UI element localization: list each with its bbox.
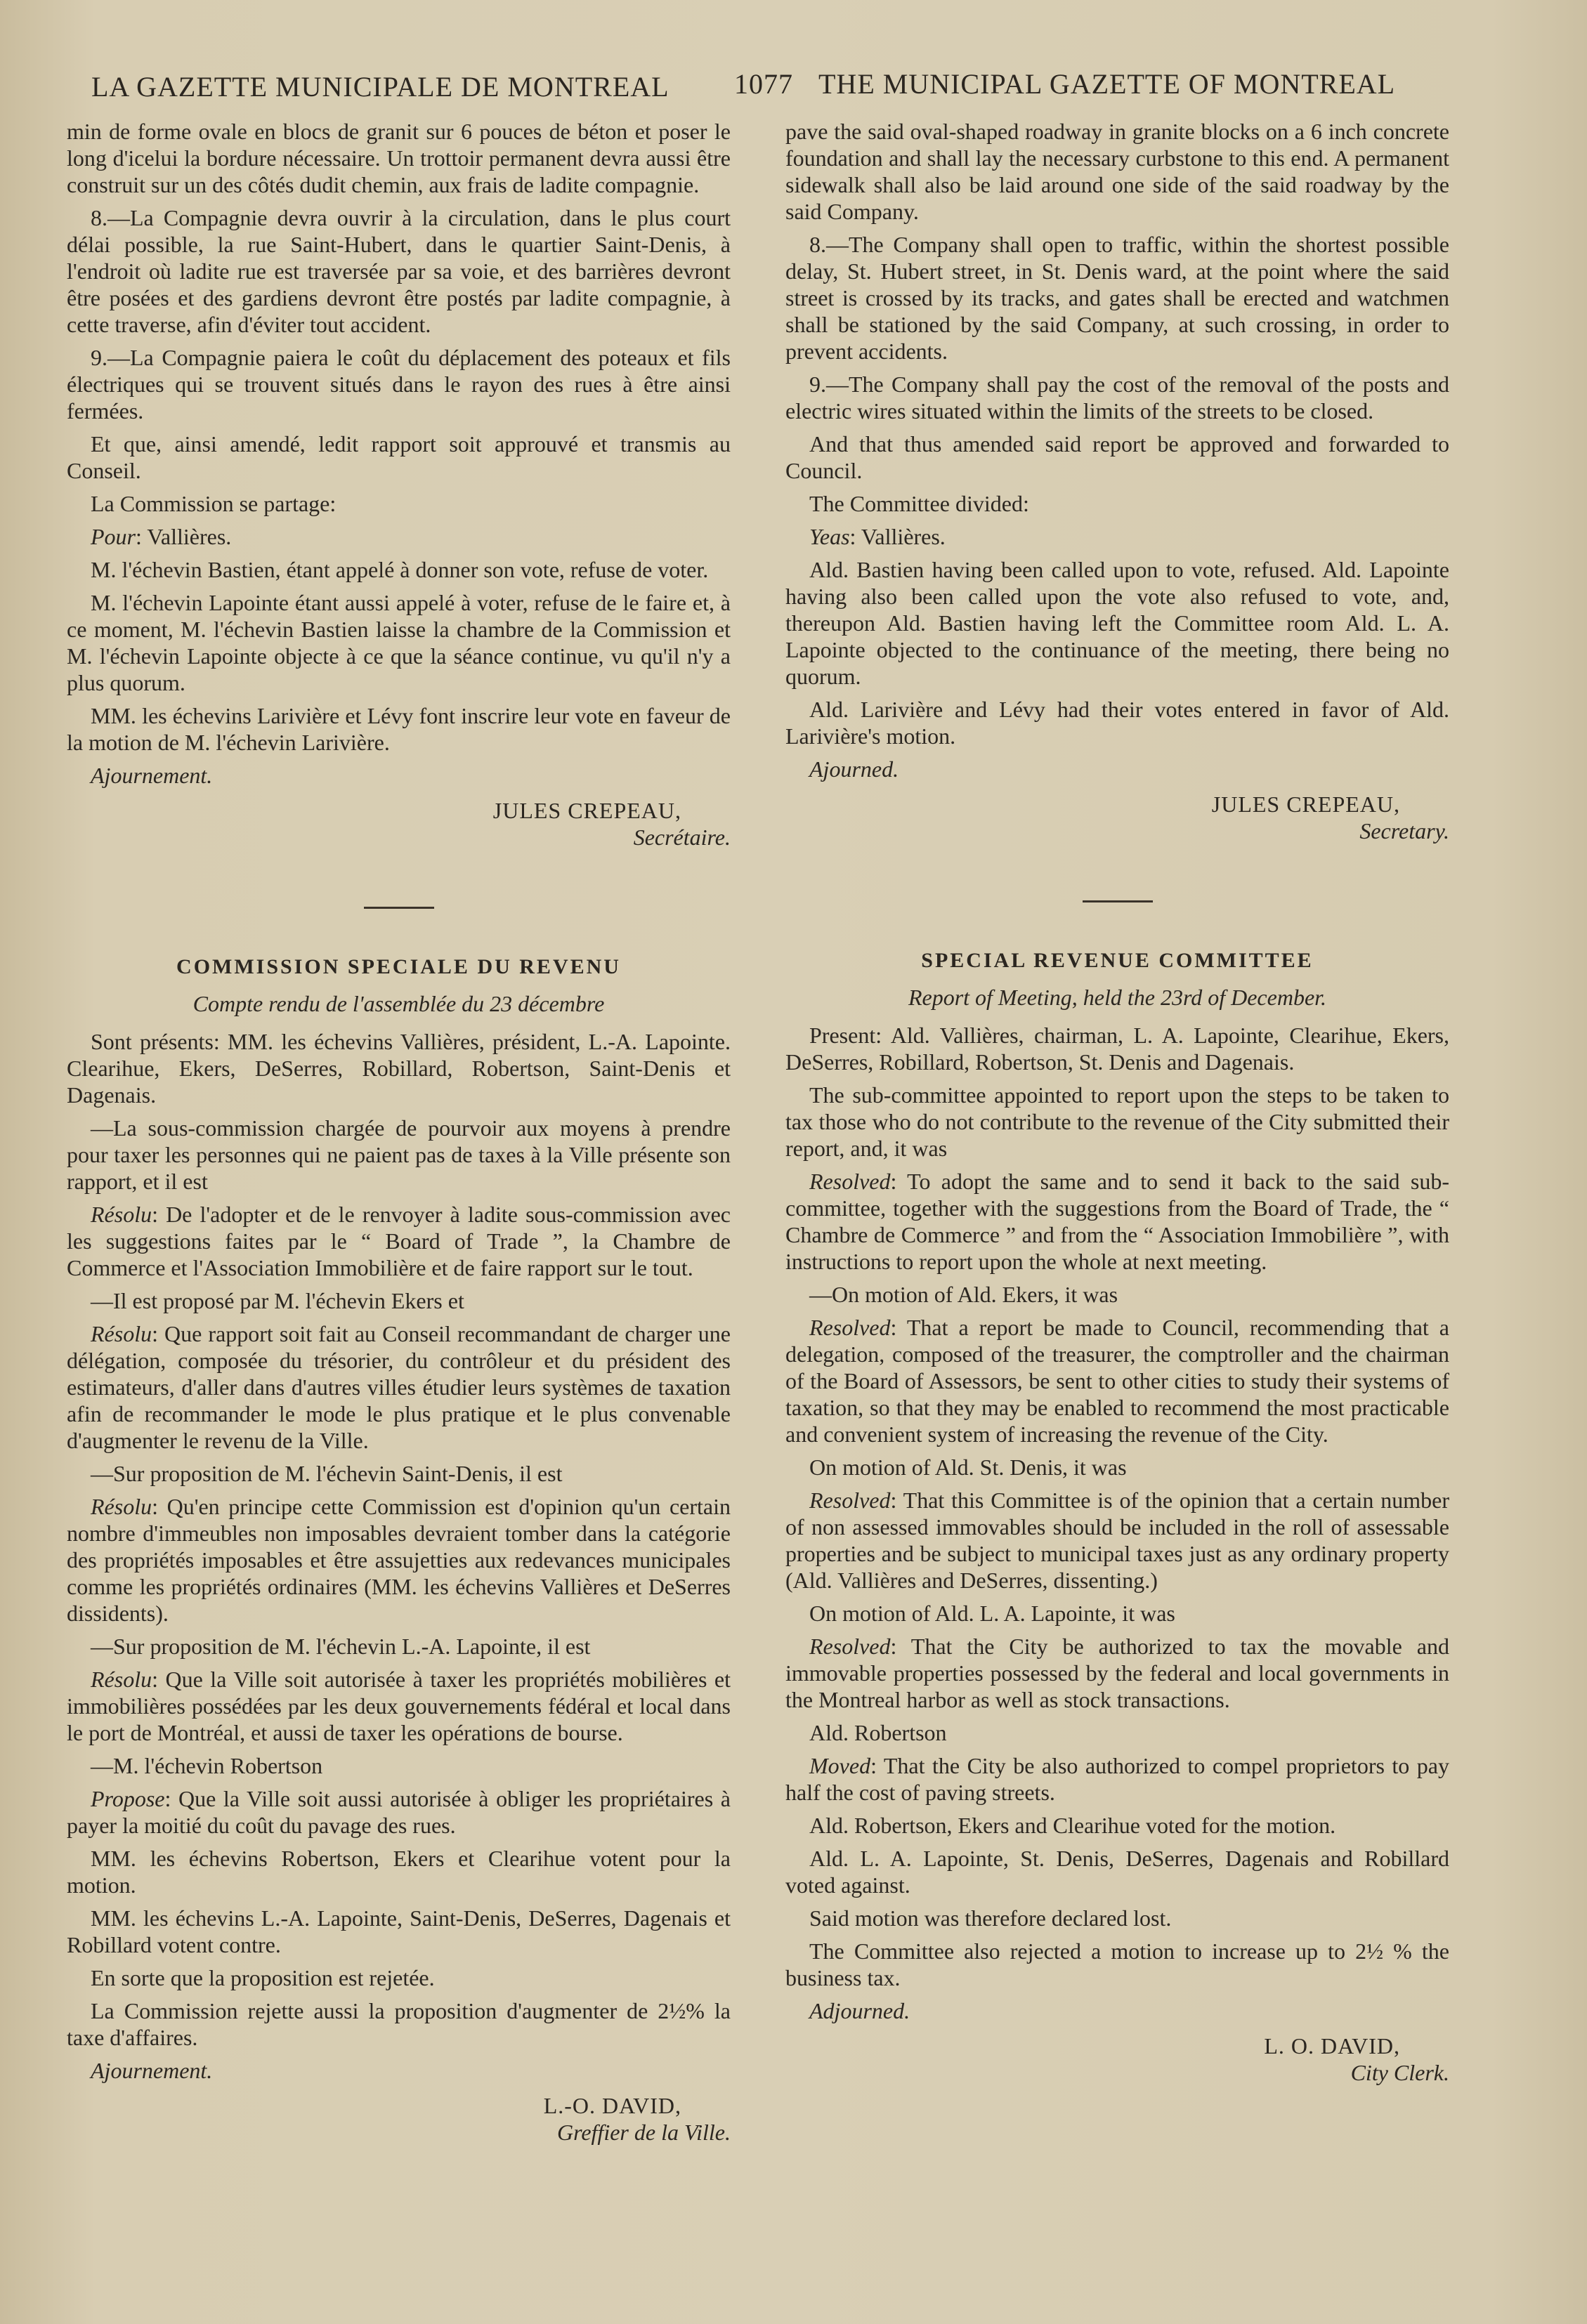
french-column	[67, 118, 731, 2146]
paragraph: M. l'échevin Bastien, étant appelé à donner son vote, refuse de voter.	[91, 557, 709, 582]
resolution	[67, 1493, 731, 1627]
paragraph: Ald. Larivière and Lévy had their votes entered in favor of Ald. Larivière's motion.	[785, 697, 1449, 749]
section-title: COMMISSION SPECIALE DU REVENU	[176, 955, 621, 978]
paragraph: —La sous-commission chargée de pourvoir aux moyens à prendre pour taxer les personnes qui ne paient pas de taxes à la Ville présente son rapport, et il est	[67, 1115, 731, 1194]
paragraph: Ald. Robertson, Ekers and Clearihue voted for the motion.	[809, 1813, 1336, 1838]
resolution-text: : Qu'en principe cette Commission est d'opinion qu'un certain nombre d'immeubles non imposables devraient tomber dans la catégorie des propriétés imposables et être assujetties aux redevances municipales comme les propriétés ordinaires (MM. les échevins Vallières et DeSerres dissidents).	[67, 1494, 731, 1626]
motion	[67, 1785, 731, 1839]
signature-name: JULES CREPEAU,	[1211, 792, 1400, 817]
section-subtitle: Report of Meeting, held the 23rd of December.	[908, 985, 1327, 1010]
paragraph: —Il est proposé par M. l'échevin Ekers et	[91, 1288, 464, 1313]
signature-title: Secrétaire.	[633, 825, 731, 850]
adjournment	[785, 756, 1449, 782]
resolu-label: Résolu	[91, 1494, 152, 1519]
resolved-label: Resolved	[809, 1634, 891, 1659]
vote-yeas	[785, 523, 1449, 550]
signature-title: Secretary.	[1359, 818, 1449, 843]
paragraph: M. l'échevin Lapointe étant aussi appelé à voter, refuse de le faire et, à ce moment, M. l'échevin Bastien laisse la chambre de la Commission et M. l'échevin Lapointe objecte à ce que la séance continue, vu qu'il n'y a plus quorum.	[67, 590, 731, 695]
paragraph: —Sur proposition de M. l'échevin Saint-Denis, il est	[91, 1461, 563, 1486]
signature-name: L.-O. DAVID,	[543, 2093, 681, 2118]
adjournment-text: Ajournement.	[91, 763, 213, 788]
resolution	[67, 1201, 731, 1281]
resolution	[785, 1487, 1449, 1594]
resolu-label: Résolu	[91, 1667, 152, 1692]
resolu-label: Résolu	[91, 1321, 152, 1346]
propose-label: Propose	[91, 1786, 165, 1811]
paragraph: MM. les échevins Robertson, Ekers et Clearihue votent pour la motion.	[67, 1846, 731, 1898]
resolution-text: : To adopt the same and to send it back to the said sub-committee, together with the suggestions from the Board of Trade, the “ Chambre de Commerce ” and from the “ Association Immobilière ”, with instructions to report upon the whole at next meeting.	[785, 1169, 1449, 1274]
resolution-text: : That this Committee is of the opinion that a certain number of non assessed immovables should be included in the roll of assessable properties and be subject to municipal taxes just as any ordinary property (Ald. Vallières and DeSerres, dissenting.)	[785, 1488, 1449, 1593]
signature-secretary	[67, 797, 731, 851]
section-divider	[1083, 900, 1153, 902]
vote-pour	[67, 523, 731, 550]
paragraph: Ald. Robertson	[809, 1720, 947, 1745]
paragraph: 9.—La Compagnie paiera le coût du déplacement des poteaux et fils électriques qui se trouvent situés dans le rayon des rues à être ainsi fermées.	[67, 345, 731, 424]
paragraph: MM. les échevins Larivière et Lévy font inscrire leur vote en faveur de la motion de M. l'échevin Larivière.	[67, 703, 731, 755]
signature-name: L. O. DAVID,	[1264, 2033, 1400, 2059]
paragraph: —M. l'échevin Robertson	[91, 1753, 323, 1778]
paragraph: The sub-committee appointed to report upon the steps to be taken to tax those who do not contribute to the revenue of the City submitted their report, and, it was	[785, 1082, 1449, 1161]
adjournment-text: Ajournement.	[91, 2058, 213, 2083]
header-english-title: THE MUNICIPAL GAZETTE OF MONTREAL	[818, 68, 1396, 100]
paragraph: —Sur proposition de M. l'échevin L.-A. Lapointe, il est	[91, 1634, 591, 1659]
section-title: SPECIAL REVENUE COMMITTEE	[921, 949, 1314, 972]
yeas-text: : Vallières.	[849, 524, 946, 549]
paragraph: La Commission rejette aussi la proposition d'augmenter de 2½% la taxe d'affaires.	[67, 1998, 731, 2050]
signature-clerk	[785, 2033, 1449, 2086]
adjournment	[67, 762, 731, 789]
paragraph: Present: Ald. Vallières, chairman, L. A. Lapointe, Clearihue, Ekers, DeSerres, Robillard, Robertson, St. Denis and Dagenais.	[785, 1023, 1449, 1075]
resolution	[785, 1633, 1449, 1713]
paragraph: Said motion was therefore declared lost.	[809, 1905, 1172, 1931]
signature-clerk	[67, 2092, 731, 2146]
paragraph: The Committee also rejected a motion to increase up to 2½ % the business tax.	[785, 1938, 1449, 1990]
resolution-text: : Que rapport soit fait au Conseil recommandant de charger une délégation, composée du trésorier, du contrôleur et du président des estimateurs, d'aller dans d'autres villes étudier leurs systèmes de taxation afin de recommander le mode le plus pratique et le plus convenable d'augmenter le revenu de la Ville.	[67, 1321, 731, 1453]
page-header	[84, 62, 1496, 111]
paragraph: On motion of Ald. L. A. Lapointe, it was	[809, 1601, 1175, 1626]
paragraph: min de forme ovale en blocs de granit sur 6 pouces de béton et poser le long d'icelui la bordure nécessaire. Un trottoir permanent devra aussi être construit sur un des côtés dudit chemin, aux frais de ladite compagnie.	[67, 119, 731, 197]
paragraph: Ald. Bastien having been called upon to vote, refused. Ald. Lapointe having also been called upon the vote also refused to vote, and, thereupon Ald. Bastien having left the Committee room Ald. L. A. Lapointe objected to the continuance of the meeting, there being no quorum.	[785, 557, 1449, 689]
paragraph: —On motion of Ald. Ekers, it was	[809, 1282, 1118, 1307]
paragraph: MM. les échevins L.-A. Lapointe, Saint-Denis, DeSerres, Dagenais et Robillard votent contre.	[67, 1905, 731, 1957]
signature-title: Greffier de la Ville.	[556, 2120, 731, 2145]
paragraph: Ald. L. A. Lapointe, St. Denis, DeSerres, Dagenais and Robillard voted against.	[785, 1846, 1449, 1898]
section-divider	[364, 907, 434, 909]
motion-text: : Que la Ville soit aussi autorisée à obliger les propriétaires à payer la moitié du coût du pavage des rues.	[67, 1786, 731, 1838]
signature-name: JULES CREPEAU,	[492, 798, 681, 823]
adjournment-text: Adjourned.	[809, 1998, 910, 2023]
motion	[785, 1752, 1449, 1806]
motion-text: : That the City be also authorized to compel proprietors to pay half the cost of paving streets.	[785, 1753, 1449, 1805]
paragraph: Sont présents: MM. les échevins Vallières, président, L.-A. Lapointe. Clearihue, Ekers, DeSerres, Robillard, Robertson, Saint-Denis et Dagenais.	[67, 1029, 731, 1108]
paragraph: Et que, ainsi amendé, ledit rapport soit approuvé et transmis au Conseil.	[67, 431, 731, 483]
yeas-label: Yeas	[809, 524, 850, 549]
resolution	[67, 1666, 731, 1746]
resolution	[67, 1320, 731, 1454]
resolved-label: Resolved	[809, 1488, 891, 1513]
english-column	[785, 118, 1449, 2086]
resolution-text: : That the City be authorized to tax the movable and immovable properties possessed by the federal and local governments in the Montreal harbor as well as stock transactions.	[785, 1634, 1449, 1712]
moved-label: Moved	[809, 1753, 871, 1778]
paragraph: The Committee divided:	[809, 491, 1029, 516]
header-french-title: LA GAZETTE MUNICIPALE DE MONTREAL	[91, 71, 670, 103]
resolution	[785, 1168, 1449, 1275]
resolution-text: : That a report be made to Council, recommending that a delegation, composed of the treasurer, the comptroller and the chairman of the Board of Assessors, be sent to other cities to study their systems of taxation, so that they may be enabled to recommend the most practicable and convenient system of increasing the revenue of the City.	[785, 1315, 1449, 1447]
pour-text: : Vallières.	[136, 524, 232, 549]
adjournment	[67, 2057, 731, 2084]
adjournment	[785, 1997, 1449, 2024]
resolution-text: : De l'adopter et de le renvoyer à ladite sous-commission avec les suggestions faites par le “ Board of Trade ”, la Chambre de Commerce et l'Association Immobilière et de faire rapport sur le tout.	[67, 1202, 731, 1280]
paragraph: And that thus amended said report be approved and forwarded to Council.	[785, 431, 1449, 483]
signature-secretary	[785, 791, 1449, 844]
resolution	[785, 1314, 1449, 1447]
paragraph: La Commission se partage:	[91, 491, 337, 516]
paragraph: On motion of Ald. St. Denis, it was	[809, 1455, 1127, 1480]
resolved-label: Resolved	[809, 1315, 891, 1340]
resolu-label: Résolu	[91, 1202, 152, 1227]
paragraph: 8.—La Compagnie devra ouvrir à la circulation, dans le plus court délai possible, la rue Saint-Hubert, dans le quartier Saint-Denis, à l'endroit où ladite rue est traversée par sa voie, et des barrières devront être posées et des gardiens devront être postés par ladite compagnie, à cette traverse, afin d'éviter tout accident.	[67, 205, 731, 337]
section-subtitle: Compte rendu de l'assemblée du 23 décembre	[192, 991, 605, 1016]
paragraph: pave the said oval-shaped roadway in granite blocks on a 6 inch concrete foundation and shall lay the necessary curbstone to this end. A permanent sidewalk shall also be laid around one side of the said roadway by the said Company.	[785, 119, 1449, 224]
paragraph: 8.—The Company shall open to traffic, within the shortest possible delay, St. Hubert street, in St. Denis ward, at the point where the said street is crossed by its tracks, and gates shall be erected and watchmen shall be stationed by the said Company, at such crossing, in order to prevent accidents.	[785, 232, 1449, 364]
paragraph: En sorte que la proposition est rejetée.	[91, 1965, 435, 1990]
signature-title: City Clerk.	[1350, 2060, 1449, 2085]
paragraph: 9.—The Company shall pay the cost of the removal of the posts and electric wires situated within the limits of the streets to be closed.	[785, 372, 1449, 424]
adjournment-text: Ajourned.	[809, 756, 899, 782]
resolution-text: : Que la Ville soit autorisée à taxer les propriétés mobilières et immobilières possédées par les deux gouvernements fédéral et local dans le port de Montréal, et aussi de taxer les opérations de bourse.	[67, 1667, 731, 1745]
resolved-label: Resolved	[809, 1169, 891, 1194]
pour-label: Pour	[91, 524, 136, 549]
page-number: 1077	[734, 68, 793, 100]
